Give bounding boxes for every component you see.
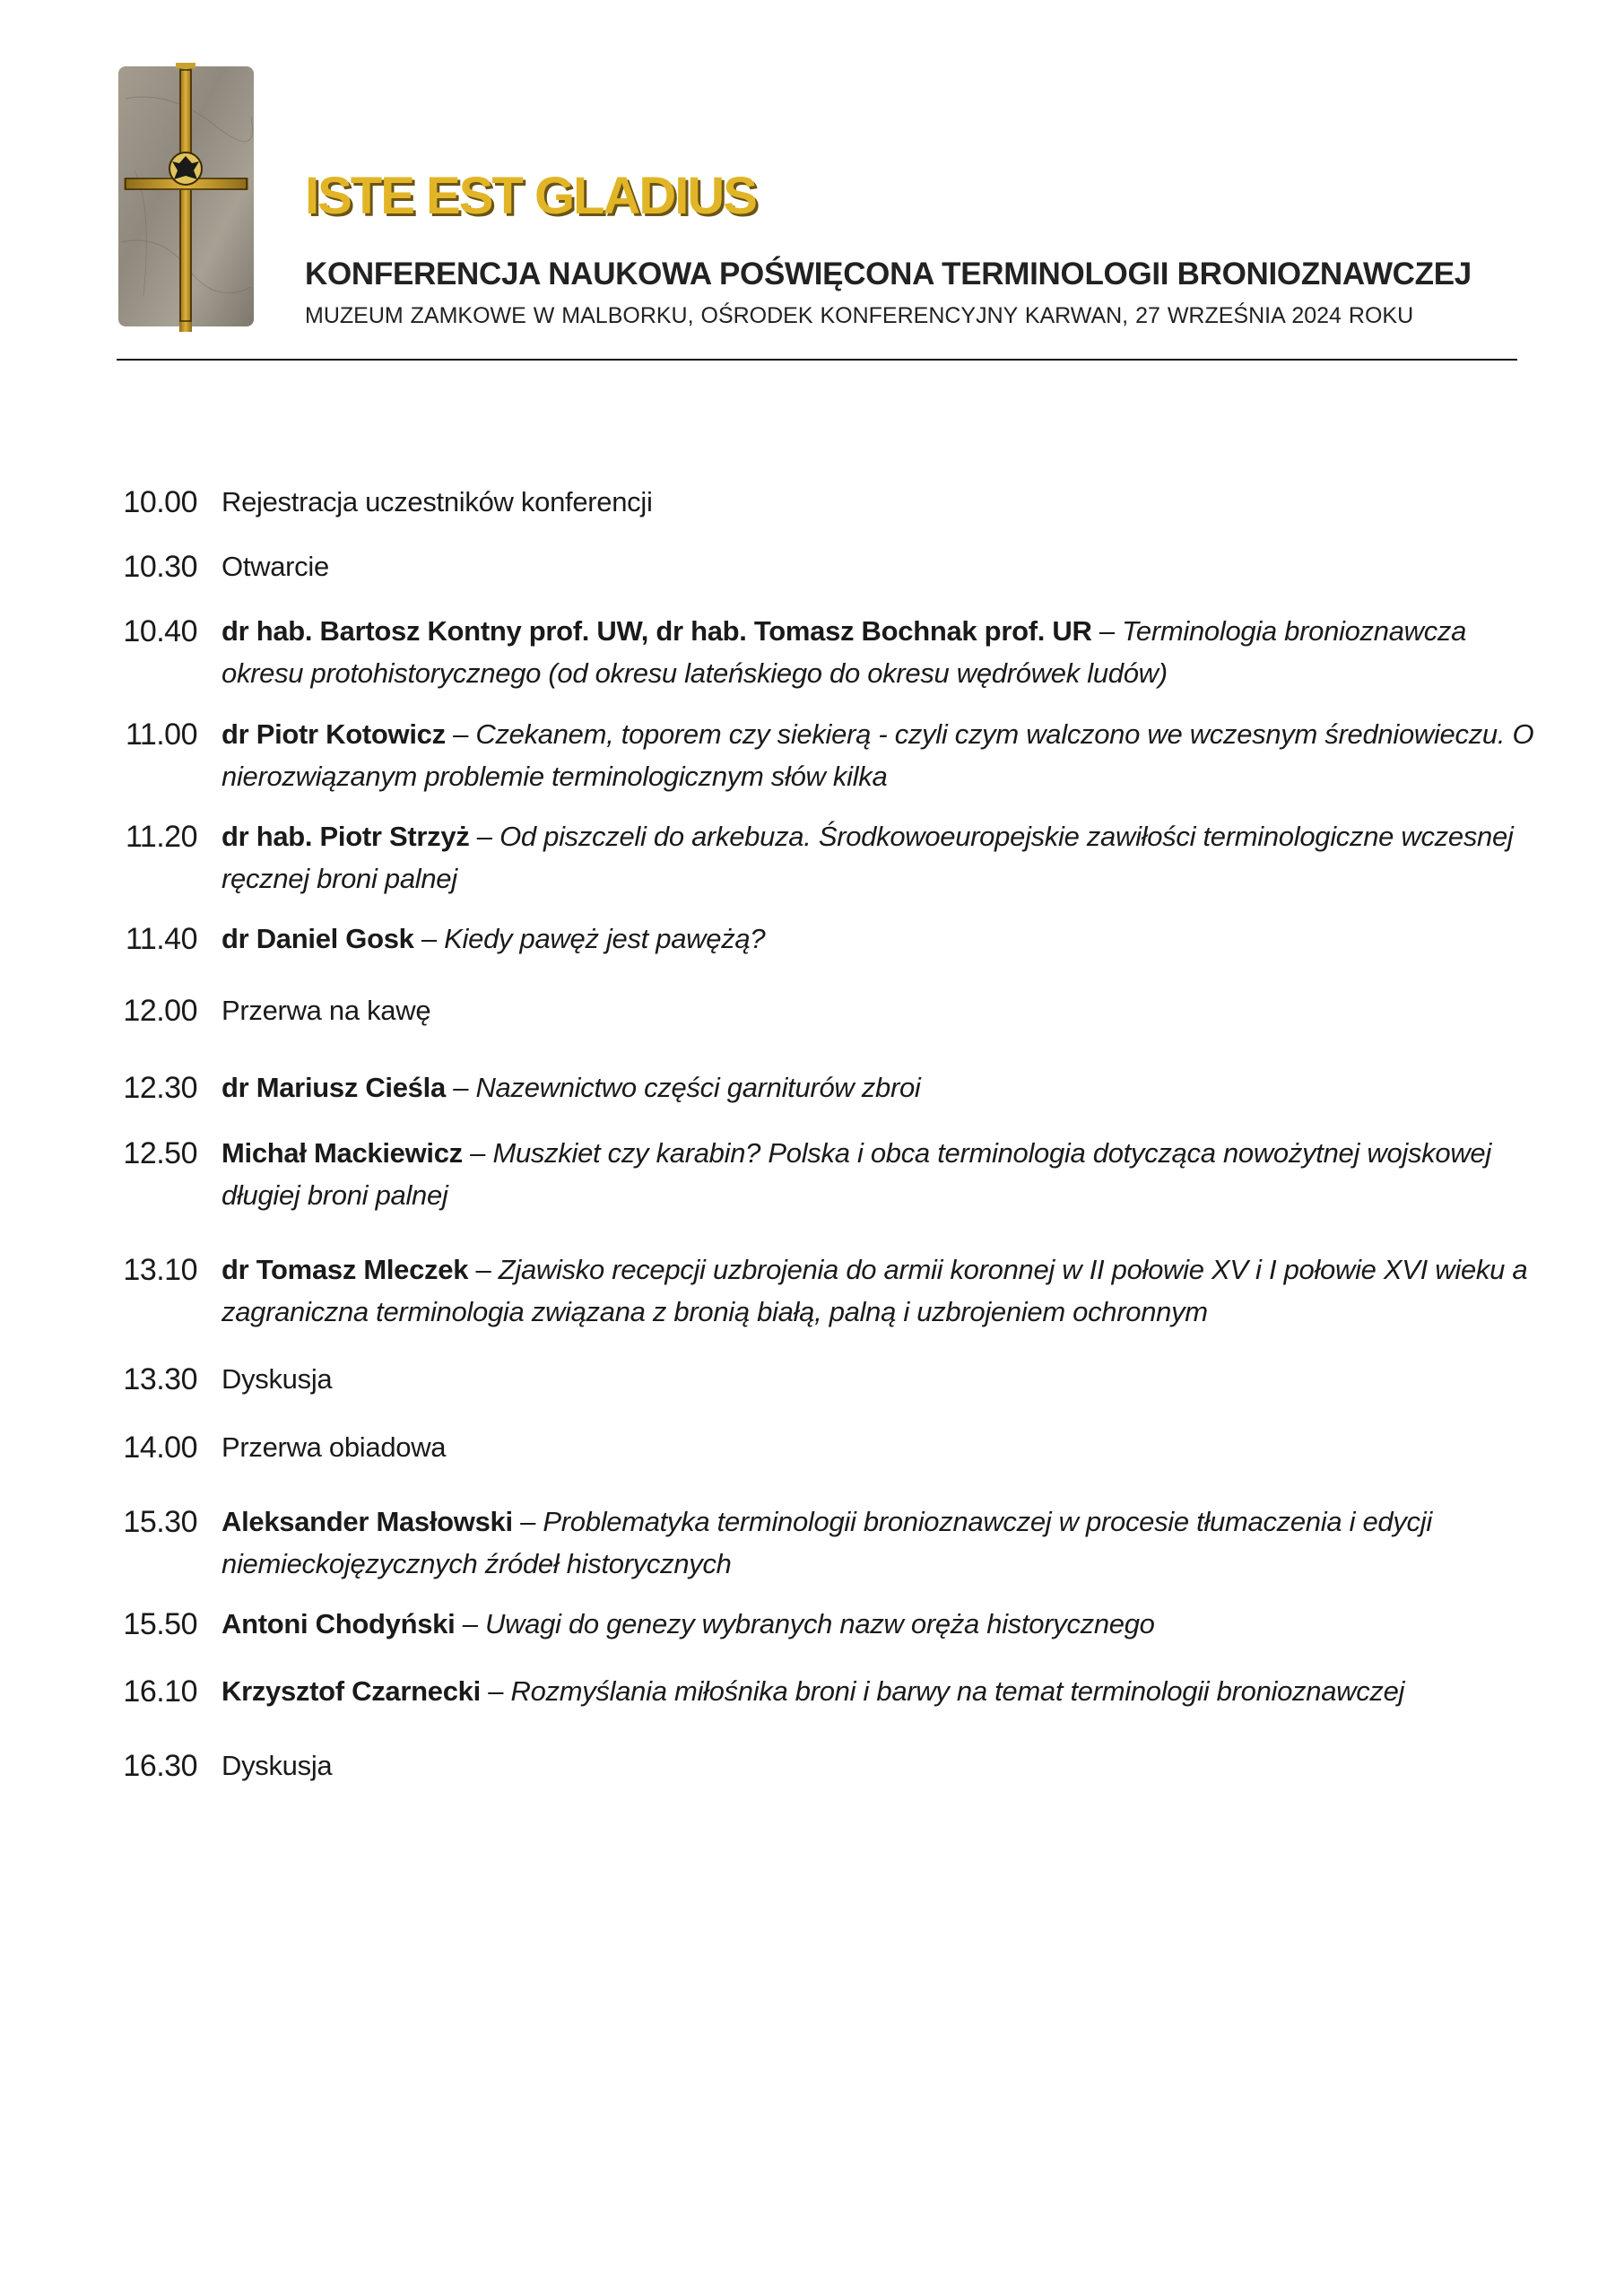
separator-dash: – (469, 821, 500, 852)
entry-text: Dyskusja (221, 1363, 333, 1395)
separator-dash: – (413, 923, 445, 954)
entry-time: 11.40 (125, 922, 197, 956)
talk-title: Od piszczeli do arkebuza. Środkowoeuropejskie zawiłości terminologiczne wczesnej ręcznej broni palnej (221, 821, 1514, 894)
speaker-name: dr hab. Bartosz Kontny prof. UW, dr hab. Tomasz Bochnak prof. UR (221, 615, 1092, 647)
talk-title: Uwagi do genezy wybranych nazw oręża historycznego (485, 1608, 1155, 1639)
entry-content (221, 1066, 1540, 1109)
speaker-name: Antoni Chodyński (221, 1608, 456, 1639)
entry-content (221, 1132, 1540, 1216)
entry-content (221, 1670, 1540, 1712)
speaker-name: dr Mariusz Cieśla (221, 1072, 446, 1103)
speaker-name: Michał Mackiewicz (221, 1137, 463, 1169)
conference-title: ISTE EST GLADIUS (305, 167, 756, 225)
talk-title: Problematyka terminologii bronioznawczej w procesie tłumaczenia i edycji niemieckojęzycznych źródeł historycznych (221, 1506, 1432, 1579)
entry-content (221, 918, 1540, 960)
talk-title: Nazewnictwo części garniturów zbroi (475, 1072, 921, 1103)
entry-content (221, 1500, 1540, 1585)
entry-time: 13.10 (123, 1253, 197, 1287)
talk-title: Rozmyślania miłośnika broni i barwy na temat terminologii bronioznawczej (510, 1675, 1405, 1707)
entry-time: 15.50 (123, 1607, 197, 1641)
separator-dash: – (480, 1675, 511, 1707)
entry-content (221, 1603, 1540, 1645)
entry-content (221, 713, 1540, 797)
speaker-name: dr Tomasz Mleczek (221, 1254, 469, 1285)
separator-dash: – (455, 1608, 485, 1639)
speaker-name: dr Daniel Gosk (221, 923, 414, 954)
entry-time: 16.10 (123, 1674, 197, 1709)
entry-time: 10.40 (123, 614, 197, 648)
entry-content (221, 815, 1540, 900)
talk-title: Muszkiet czy karabin? Polska i obca terminologia dotycząca nowożytnej wojskowej długiej broni palnej (221, 1137, 1491, 1211)
entry-time: 11.20 (125, 820, 197, 854)
entry-time: 10.30 (123, 550, 197, 584)
separator-dash: – (512, 1506, 543, 1537)
entry-time: 10.00 (123, 485, 197, 519)
talk-title: Zjawisko recepcji uzbrojenia do armii koronnej w II połowie XV i I połowie XVI wieku a zagraniczna terminologia związana z bronią białą, palną i uzbrojeniem ochronnym (221, 1254, 1528, 1327)
separator-dash: – (462, 1137, 493, 1169)
speaker-name: Krzysztof Czarnecki (221, 1675, 481, 1707)
entry-content (221, 610, 1540, 694)
entry-text: Przerwa obiadowa (221, 1431, 447, 1463)
separator-dash: – (445, 718, 476, 750)
entry-time: 16.30 (123, 1749, 197, 1783)
entry-time: 12.50 (123, 1136, 197, 1170)
sword-cross-logo-icon (117, 63, 256, 332)
entry-time: 11.00 (125, 718, 197, 752)
talk-title: Czekanem, toporem czy siekierą - czyli czym walczono we wczesnym średniowieczu. O nierozwiązanym problemie terminologicznym słów kilka (221, 718, 1534, 792)
speaker-name: dr hab. Piotr Strzyż (221, 821, 470, 852)
speaker-name: Aleksander Masłowski (221, 1506, 513, 1537)
conference-subtitle: KONFERENCJA NAUKOWA POŚWIĘCONA TERMINOLOGII BRONIOZNAWCZEJ (305, 257, 1472, 291)
talk-title: Kiedy pawęż jest pawężą? (444, 923, 766, 954)
entry-time: 13.30 (123, 1362, 197, 1396)
entry-text: Dyskusja (221, 1750, 333, 1781)
entry-time: 12.30 (123, 1071, 197, 1105)
entry-text: Rejestracja uczestników konferencji (221, 486, 653, 517)
separator-dash: – (445, 1072, 476, 1103)
conference-venue-date: MUZEUM ZAMKOWE W MALBORKU, OŚRODEK KONFERENCYJNY KARWAN, 27 WRZEŚNIA 2024 ROKU (305, 303, 1414, 328)
separator-dash: – (468, 1254, 499, 1285)
speaker-name: dr Piotr Kotowicz (221, 718, 446, 750)
entry-time: 15.30 (123, 1505, 197, 1539)
separator-dash: – (1091, 615, 1123, 647)
entry-text: Przerwa na kawę (221, 995, 431, 1026)
header-divider (117, 359, 1517, 361)
entry-content (221, 1248, 1540, 1333)
entry-time: 14.00 (123, 1431, 197, 1465)
talk-title: Terminologia bronioznawcza okresu protohistorycznego (od okresu lateńskiego do okresu wędrówek ludów) (221, 615, 1467, 689)
entry-time: 12.00 (123, 994, 197, 1028)
entry-text: Otwarcie (221, 551, 329, 582)
